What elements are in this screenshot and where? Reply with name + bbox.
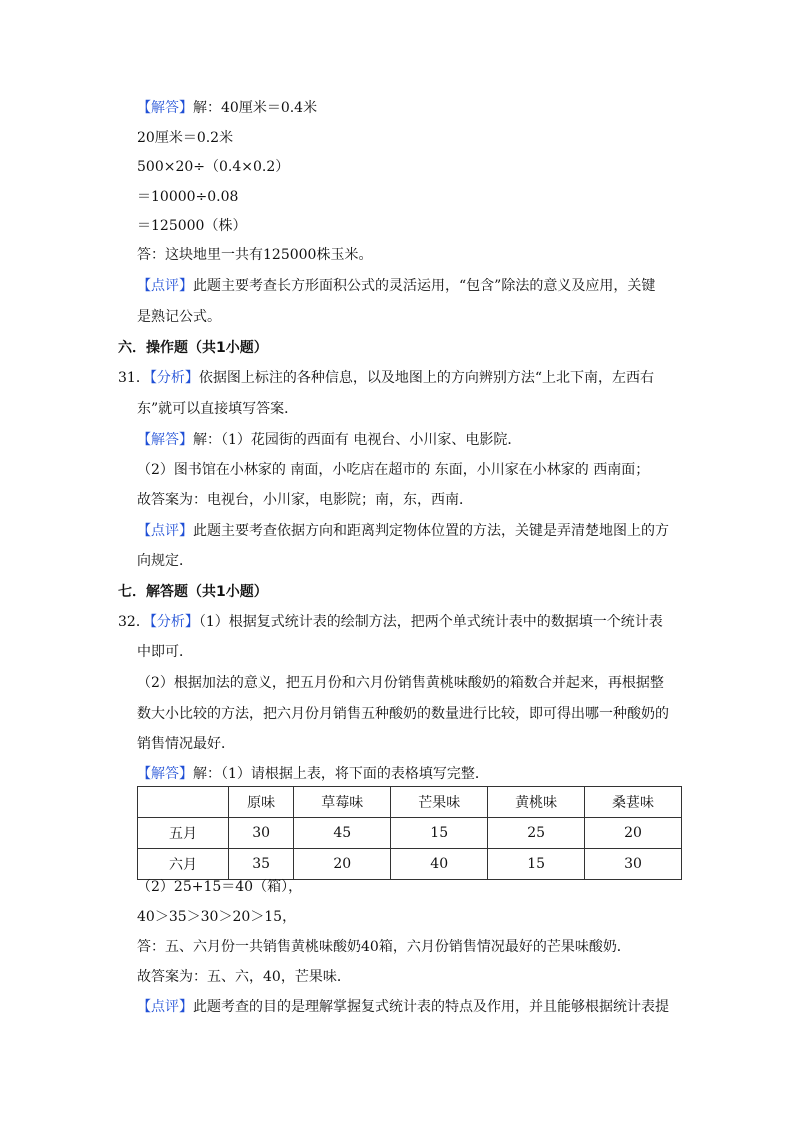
table-cell: 30 xyxy=(229,818,294,849)
table-cell: 20 xyxy=(294,849,391,880)
table-cell: 30 xyxy=(585,849,682,880)
answer-line xyxy=(137,764,489,784)
answer-line-cont: （2）25+15＝40（箱）， xyxy=(137,879,303,895)
answer-line-1 xyxy=(137,98,317,118)
table-row-label: 六月 xyxy=(138,849,229,880)
section-heading-7: 七．解答题（共1小题） xyxy=(118,584,268,600)
table-header-cell: 芒果味 xyxy=(391,787,488,818)
answer-tag: 【解答】 xyxy=(137,100,193,116)
section-heading-6: 六．操作题（共1小题） xyxy=(118,340,268,356)
answer-line-cont: （2）图书馆在小林家的 南面，小吃店在超市的 东面，小川家在小林家的 西南面； xyxy=(137,462,650,478)
comment-tag: 【点评】 xyxy=(137,278,193,294)
answer-line xyxy=(137,430,521,450)
calc-line: ＝125000（株） xyxy=(137,218,247,234)
analysis-line-cont: （2）根据加法的意义，把五月份和六月份销售黄桃味酸奶的箱数合并起来，再根据整 xyxy=(137,675,664,691)
analysis-line-cont: 中即可． xyxy=(137,644,193,660)
table-header-cell: 黄桃味 xyxy=(488,787,585,818)
comment-tag: 【点评】 xyxy=(137,523,193,539)
analysis-line-cont: 数大小比较的方法，把六月份月销售五种酸奶的数量进行比较，即可得出哪一种酸奶的 xyxy=(137,706,669,722)
table-cell: 20 xyxy=(585,818,682,849)
comment-line xyxy=(137,521,669,541)
comment-line-cont: 是熟记公式。 xyxy=(137,309,221,325)
line-text: 解：40厘米＝0.4米 xyxy=(193,100,318,116)
data-table xyxy=(137,786,682,880)
table-row xyxy=(138,849,682,880)
answer-statement: 答：这块地里一共有125000株玉米。 xyxy=(137,247,373,263)
line-text: 依据图上标注的各种信息，以及地图上的方向辨别方法“上北下南，左西右 xyxy=(198,370,654,386)
table-header-row xyxy=(138,787,682,818)
table-cell: 15 xyxy=(391,818,488,849)
table-row-label: 五月 xyxy=(138,818,229,849)
answer-line-cont: 40＞35＞30＞20＞15， xyxy=(137,909,297,925)
calc-line: ＝10000÷0.08 xyxy=(137,189,239,205)
analysis-line-cont: 东”就可以直接填写答案． xyxy=(137,401,299,417)
question-number: 31． xyxy=(118,370,150,386)
line-text: 解：（1）请根据上表，将下面的表格填写完整． xyxy=(193,766,489,782)
table-cell: 35 xyxy=(229,849,294,880)
analysis-line xyxy=(118,612,663,632)
table-row xyxy=(138,818,682,849)
line-text: 此题主要考查依据方向和距离判定物体位置的方法，关键是弄清楚地图上的方 xyxy=(193,523,669,539)
question-number: 32． xyxy=(118,614,150,630)
analysis-line-cont: 销售情况最好． xyxy=(137,736,235,752)
calc-line: 500×20÷（0.4×0.2） xyxy=(137,159,290,175)
final-answer: 故答案为：五、六，40，芒果味． xyxy=(137,969,351,985)
answer-statement: 答：五、六月份一共销售黄桃味酸奶40箱，六月份销售情况最好的芒果味酸奶． xyxy=(137,939,631,955)
analysis-tag: 【分析】 xyxy=(149,614,199,630)
table-cell: 40 xyxy=(391,849,488,880)
line-text: 此题考查的目的是理解掌握复式统计表的特点及作用，并且能够根据统计表提 xyxy=(193,999,669,1015)
comment-line-cont: 向规定． xyxy=(137,553,193,569)
table-header-cell: 原味 xyxy=(229,787,294,818)
table-header-cell: 桑葚味 xyxy=(585,787,682,818)
comment-tag: 【点评】 xyxy=(137,999,193,1015)
final-answer: 故答案为：电视台，小川家，电影院；南，东，西南． xyxy=(137,492,473,508)
answer-tag: 【解答】 xyxy=(137,432,193,448)
table-cell: 15 xyxy=(488,849,585,880)
analysis-line xyxy=(118,368,654,388)
table-cell: 25 xyxy=(488,818,585,849)
line-text: （1）根据复式统计表的绘制方法，把两个单式统计表中的数据填一个统计表 xyxy=(198,614,663,630)
table-cell: 45 xyxy=(294,818,391,849)
analysis-tag: 【分析】 xyxy=(149,370,199,386)
comment-line xyxy=(137,997,669,1017)
table-header-cell: 草莓味 xyxy=(294,787,391,818)
comment-line xyxy=(137,276,655,296)
table-header-cell xyxy=(138,787,229,818)
answer-tag: 【解答】 xyxy=(137,766,193,782)
calc-line: 20厘米＝0.2米 xyxy=(137,130,234,146)
line-text: 解：（1）花园街的西面有 电视台、小川家、电影院． xyxy=(193,432,522,448)
line-text: 此题主要考查长方形面积公式的灵活运用，“包含”除法的意义及应用，关键 xyxy=(193,278,656,294)
